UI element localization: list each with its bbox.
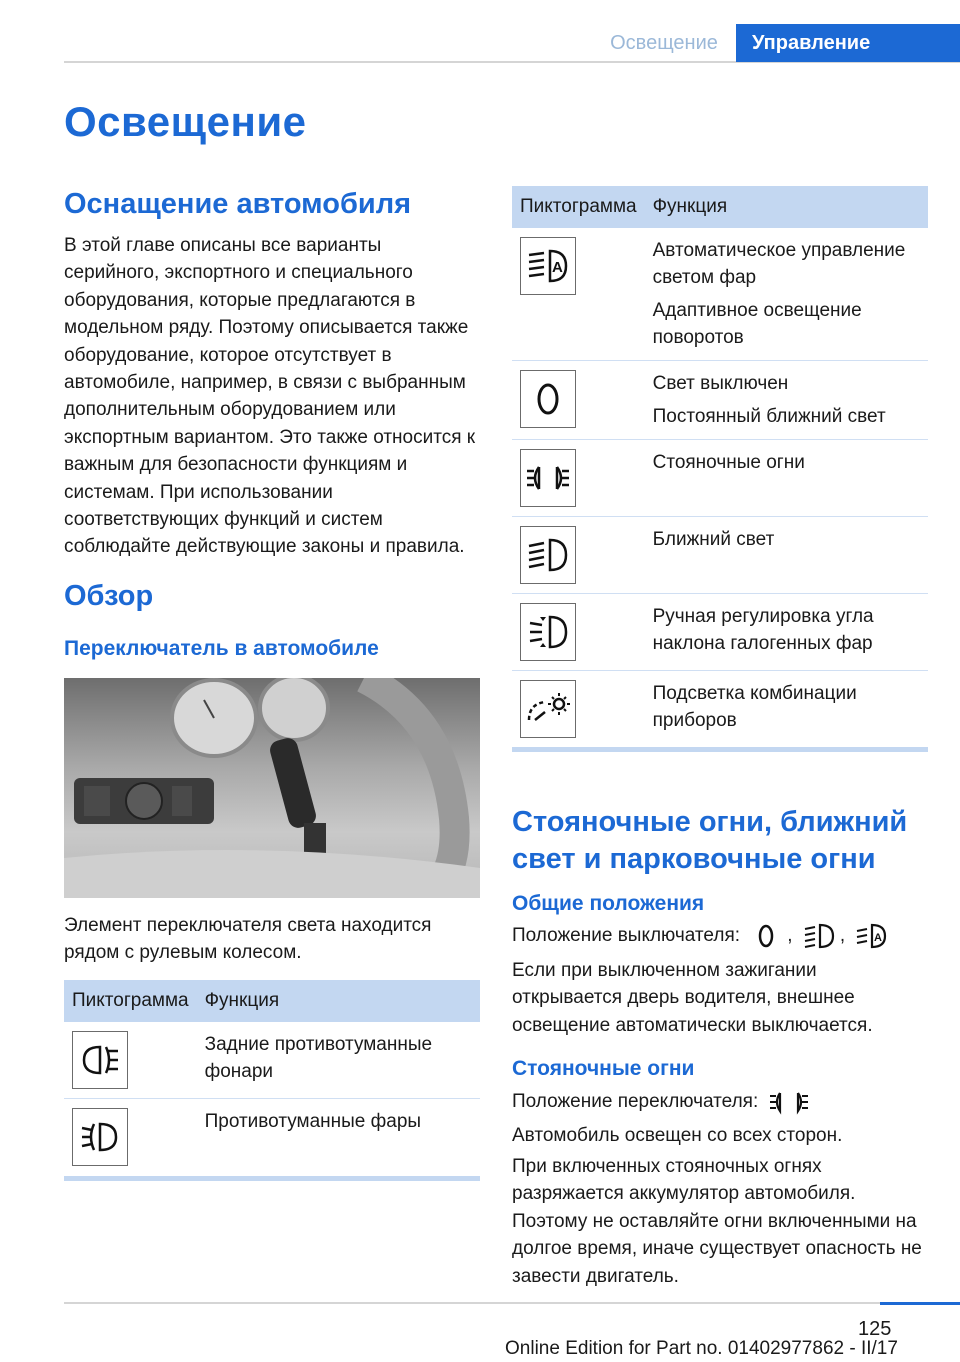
parking-lights-icon	[768, 1088, 810, 1116]
headlight-range-icon	[520, 603, 576, 661]
table-row	[64, 1022, 480, 1099]
function-text: Подсветка комбинации приборов	[645, 671, 928, 750]
equipment-heading: Оснащение автомобиля	[64, 188, 412, 220]
col-pictogram: Пиктограмма	[64, 980, 197, 1022]
function-table-right	[512, 186, 928, 752]
switch-heading: Переключатель в автомобиле	[64, 637, 379, 660]
function-text: Автоматическое управление светом фар	[652, 240, 906, 288]
page-title: Освещение	[64, 98, 307, 145]
general-heading: Общие положения	[512, 892, 705, 915]
light-switch-photo	[64, 678, 480, 898]
col-function: Функция	[197, 980, 480, 1022]
col-pictogram: Пиктограмма	[512, 186, 645, 228]
table-row	[512, 594, 928, 671]
function-text: Противотуманные фары	[197, 1099, 480, 1179]
function-text: Стояночные огни	[645, 440, 928, 517]
table-row	[512, 228, 928, 361]
table-row	[64, 1099, 480, 1179]
general-text: Если при выключенном зажигании открывается дверь водителя, внешнее освещение автоматически выключается.	[512, 960, 873, 1036]
lights-off-icon	[749, 922, 783, 950]
auto-headlight-icon	[854, 922, 888, 950]
low-beam-icon	[520, 526, 576, 584]
parking-position: Положение переключателя:	[512, 1088, 928, 1116]
footer-edition: Online Edition for Part no. 01402977862 - II/17	[505, 1338, 898, 1359]
low-beam-icon	[802, 922, 836, 950]
table-row	[512, 671, 928, 750]
footer-accent	[880, 1302, 960, 1305]
table-row	[512, 440, 928, 517]
table-row	[512, 517, 928, 594]
footer-divider	[64, 1302, 960, 1304]
rear-fog-light-icon	[72, 1031, 128, 1089]
tab-lighting[interactable]: Освещение	[610, 32, 718, 54]
function-table-left	[64, 980, 480, 1181]
equipment-text: В этой главе описаны все варианты серийного, экспортного и специального оборудования, которые предлагаются в модельном ряду. Поэтому описывается также оборудование, которое отсутствует в автомобиле, например, в связи с выбранным дополнительным оборудованием или экспортным вариантом. Это также относится к важным для безопасности функциям и системам. При использовании соответствующих функций и систем соблюдайте действующие законы и правила.	[64, 235, 476, 558]
function-text: Задние противотуманные фонари	[197, 1022, 480, 1099]
function-text: Адаптивное освещение поворотов	[652, 300, 862, 348]
switch-caption: Элемент переключателя света находится рядом с рулевым колесом.	[64, 915, 432, 964]
auto-headlight-icon	[520, 237, 576, 295]
table-row	[512, 361, 928, 440]
overview-heading: Обзор	[64, 580, 154, 612]
tab-controls[interactable]: Управление	[736, 24, 960, 62]
front-fog-light-icon	[72, 1108, 128, 1166]
dashboard-illustration	[64, 678, 480, 898]
parking-heading: Стояночные огни	[512, 1057, 695, 1080]
table-header-row	[64, 980, 480, 1022]
svg-text:A: A	[552, 259, 563, 276]
table-header-row	[512, 186, 928, 228]
parking-lights-icon	[520, 449, 576, 507]
function-text: Ручная регулировка угла наклона галогенных фар	[645, 594, 928, 671]
page-number: 125	[858, 1318, 892, 1340]
parking-text-2: При включенных стояночных огнях разряжается аккумулятор автомобиля. Поэтому не оставляйте огни включенными на долгое время, иначе существует опасность не завести двигатель.	[512, 1156, 922, 1287]
parking-text-1: Автомобиль освещен со всех сторон.	[512, 1125, 843, 1146]
svg-text:A: A	[874, 932, 883, 944]
instrument-lighting-icon	[520, 680, 576, 738]
lights-off-icon	[520, 370, 576, 428]
col-function: Функция	[645, 186, 928, 228]
function-text: Свет выключен	[652, 373, 789, 394]
function-text: Постоянный ближний свет	[652, 406, 886, 427]
general-position: Положение выключателя: , , A	[512, 922, 928, 950]
parking-lights-heading: Стояночные огни, ближний свет и парковочные огни	[512, 806, 908, 875]
function-text: Ближний свет	[645, 517, 928, 594]
